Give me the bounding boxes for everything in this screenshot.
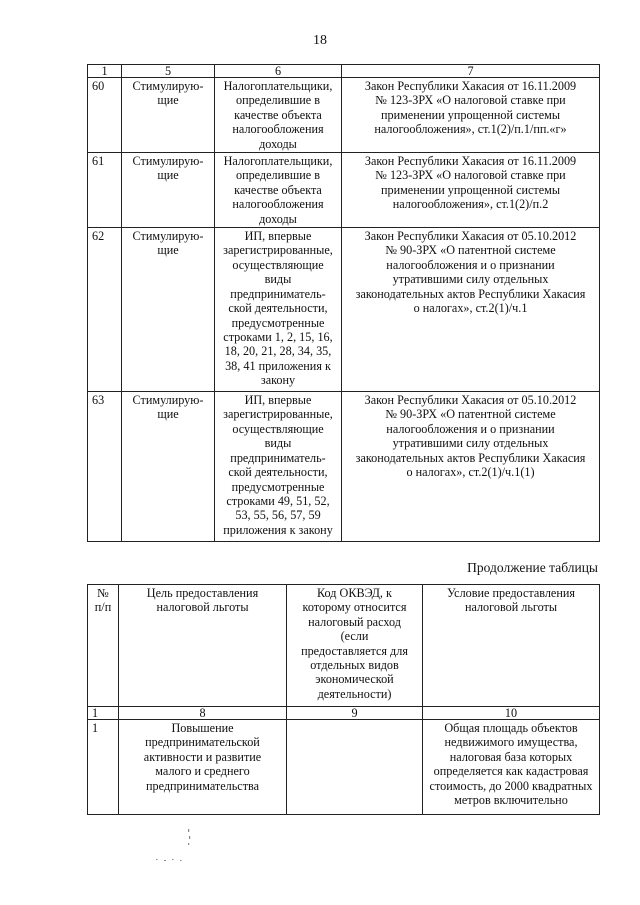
row-number: 1 — [88, 720, 119, 815]
row-number: 61 — [88, 153, 122, 228]
column-header: № п/п — [88, 585, 119, 707]
column-number: 10 — [423, 707, 600, 720]
row-number: 62 — [88, 228, 122, 392]
benefit-type: Стимулирую- щие — [122, 78, 215, 153]
column-header-row — [88, 585, 600, 707]
column-number-row — [88, 65, 600, 78]
column-number: 5 — [122, 65, 215, 78]
legal-basis: Закон Республики Хакасия от 16.11.2009 № 123-ЗРХ «О налоговой ставке при применении упрощенной системы налогообложения», ст.1(2)/п.1/пп.«г» — [342, 78, 600, 153]
column-header: Цель предоставления налоговой льготы — [119, 585, 287, 707]
benefit-type: Стимулирую- щие — [122, 392, 215, 542]
legal-basis: Закон Республики Хакасия от 05.10.2012 № 90-ЗРХ «О патентной системе налогообложения и о признании утратившими силу отдельных законодательных актов Республики Хакасия о налогах», ст.2(1)/ч.1(1) — [342, 392, 600, 542]
taxpayer-category: Налогоплательщики, определившие в качестве объекта налогообложения доходы — [215, 78, 342, 153]
column-number: 7 — [342, 65, 600, 78]
column-number: 6 — [215, 65, 342, 78]
column-number: 1 — [88, 65, 122, 78]
tax-expenditure-table — [87, 64, 600, 542]
column-number-row — [88, 707, 600, 720]
benefit-type: Стимулирую- щие — [122, 228, 215, 392]
column-number: 8 — [119, 707, 287, 720]
column-number: 1 — [88, 707, 119, 720]
table-row — [88, 392, 600, 542]
column-header: Код ОКВЭД, к которому относится налоговый расход (если предоставляется для отдельных видов экономической деятельности) — [287, 585, 423, 707]
benefit-goal: Повышение предпринимательской активности и развитие малого и среднего предпринимательства — [119, 720, 287, 815]
table-row — [88, 78, 600, 153]
legal-basis: Закон Республики Хакасия от 05.10.2012 № 90-ЗРХ «О патентной системе налогообложения и о признании утратившими силу отдельных законодательных актов Республики Хакасия о налогах», ст.2(1)/ч.1 — [342, 228, 600, 392]
legal-basis: Закон Республики Хакасия от 16.11.2009 № 123-ЗРХ «О налоговой ставке при применении упрощенной системы налогообложения», ст.1(2)/п.2 — [342, 153, 600, 228]
table-continuation-label: Продолжение таблицы — [467, 560, 598, 575]
table-row — [88, 228, 600, 392]
page-number: 18 — [313, 33, 327, 48]
table-row — [88, 720, 600, 815]
row-number: 60 — [88, 78, 122, 153]
benefit-type: Стимулирую- щие — [122, 153, 215, 228]
okved-code — [287, 720, 423, 815]
row-number: 63 — [88, 392, 122, 542]
taxpayer-category: ИП, впервые зарегистрированные, осуществляющие виды предприниматель- ской деятельности, предусмотренные строками 49, 51, 52, 53, 55, 56, 57, 59 приложения к закону — [215, 392, 342, 542]
taxpayer-category: ИП, впервые зарегистрированные, осуществляющие виды предприниматель- ской деятельности, предусмотренные строками 1, 2, 15, 16, 18, 20, 21, 28, 34, 35, 38, 41 приложения к закону — [215, 228, 342, 392]
column-header: Условие предоставления налоговой льготы — [423, 585, 600, 707]
taxpayer-category: Налогоплательщики, определившие в качестве объекта налогообложения доходы — [215, 153, 342, 228]
column-number: 9 — [287, 707, 423, 720]
benefit-condition: Общая площадь объектов недвижимого имущества, налоговая база которых определяется как кадастровая стоимость, до 2000 квадратных метров включительно — [423, 720, 600, 815]
scan-marks — [150, 825, 200, 865]
tax-benefit-table-continued — [87, 584, 600, 815]
table-row — [88, 153, 600, 228]
